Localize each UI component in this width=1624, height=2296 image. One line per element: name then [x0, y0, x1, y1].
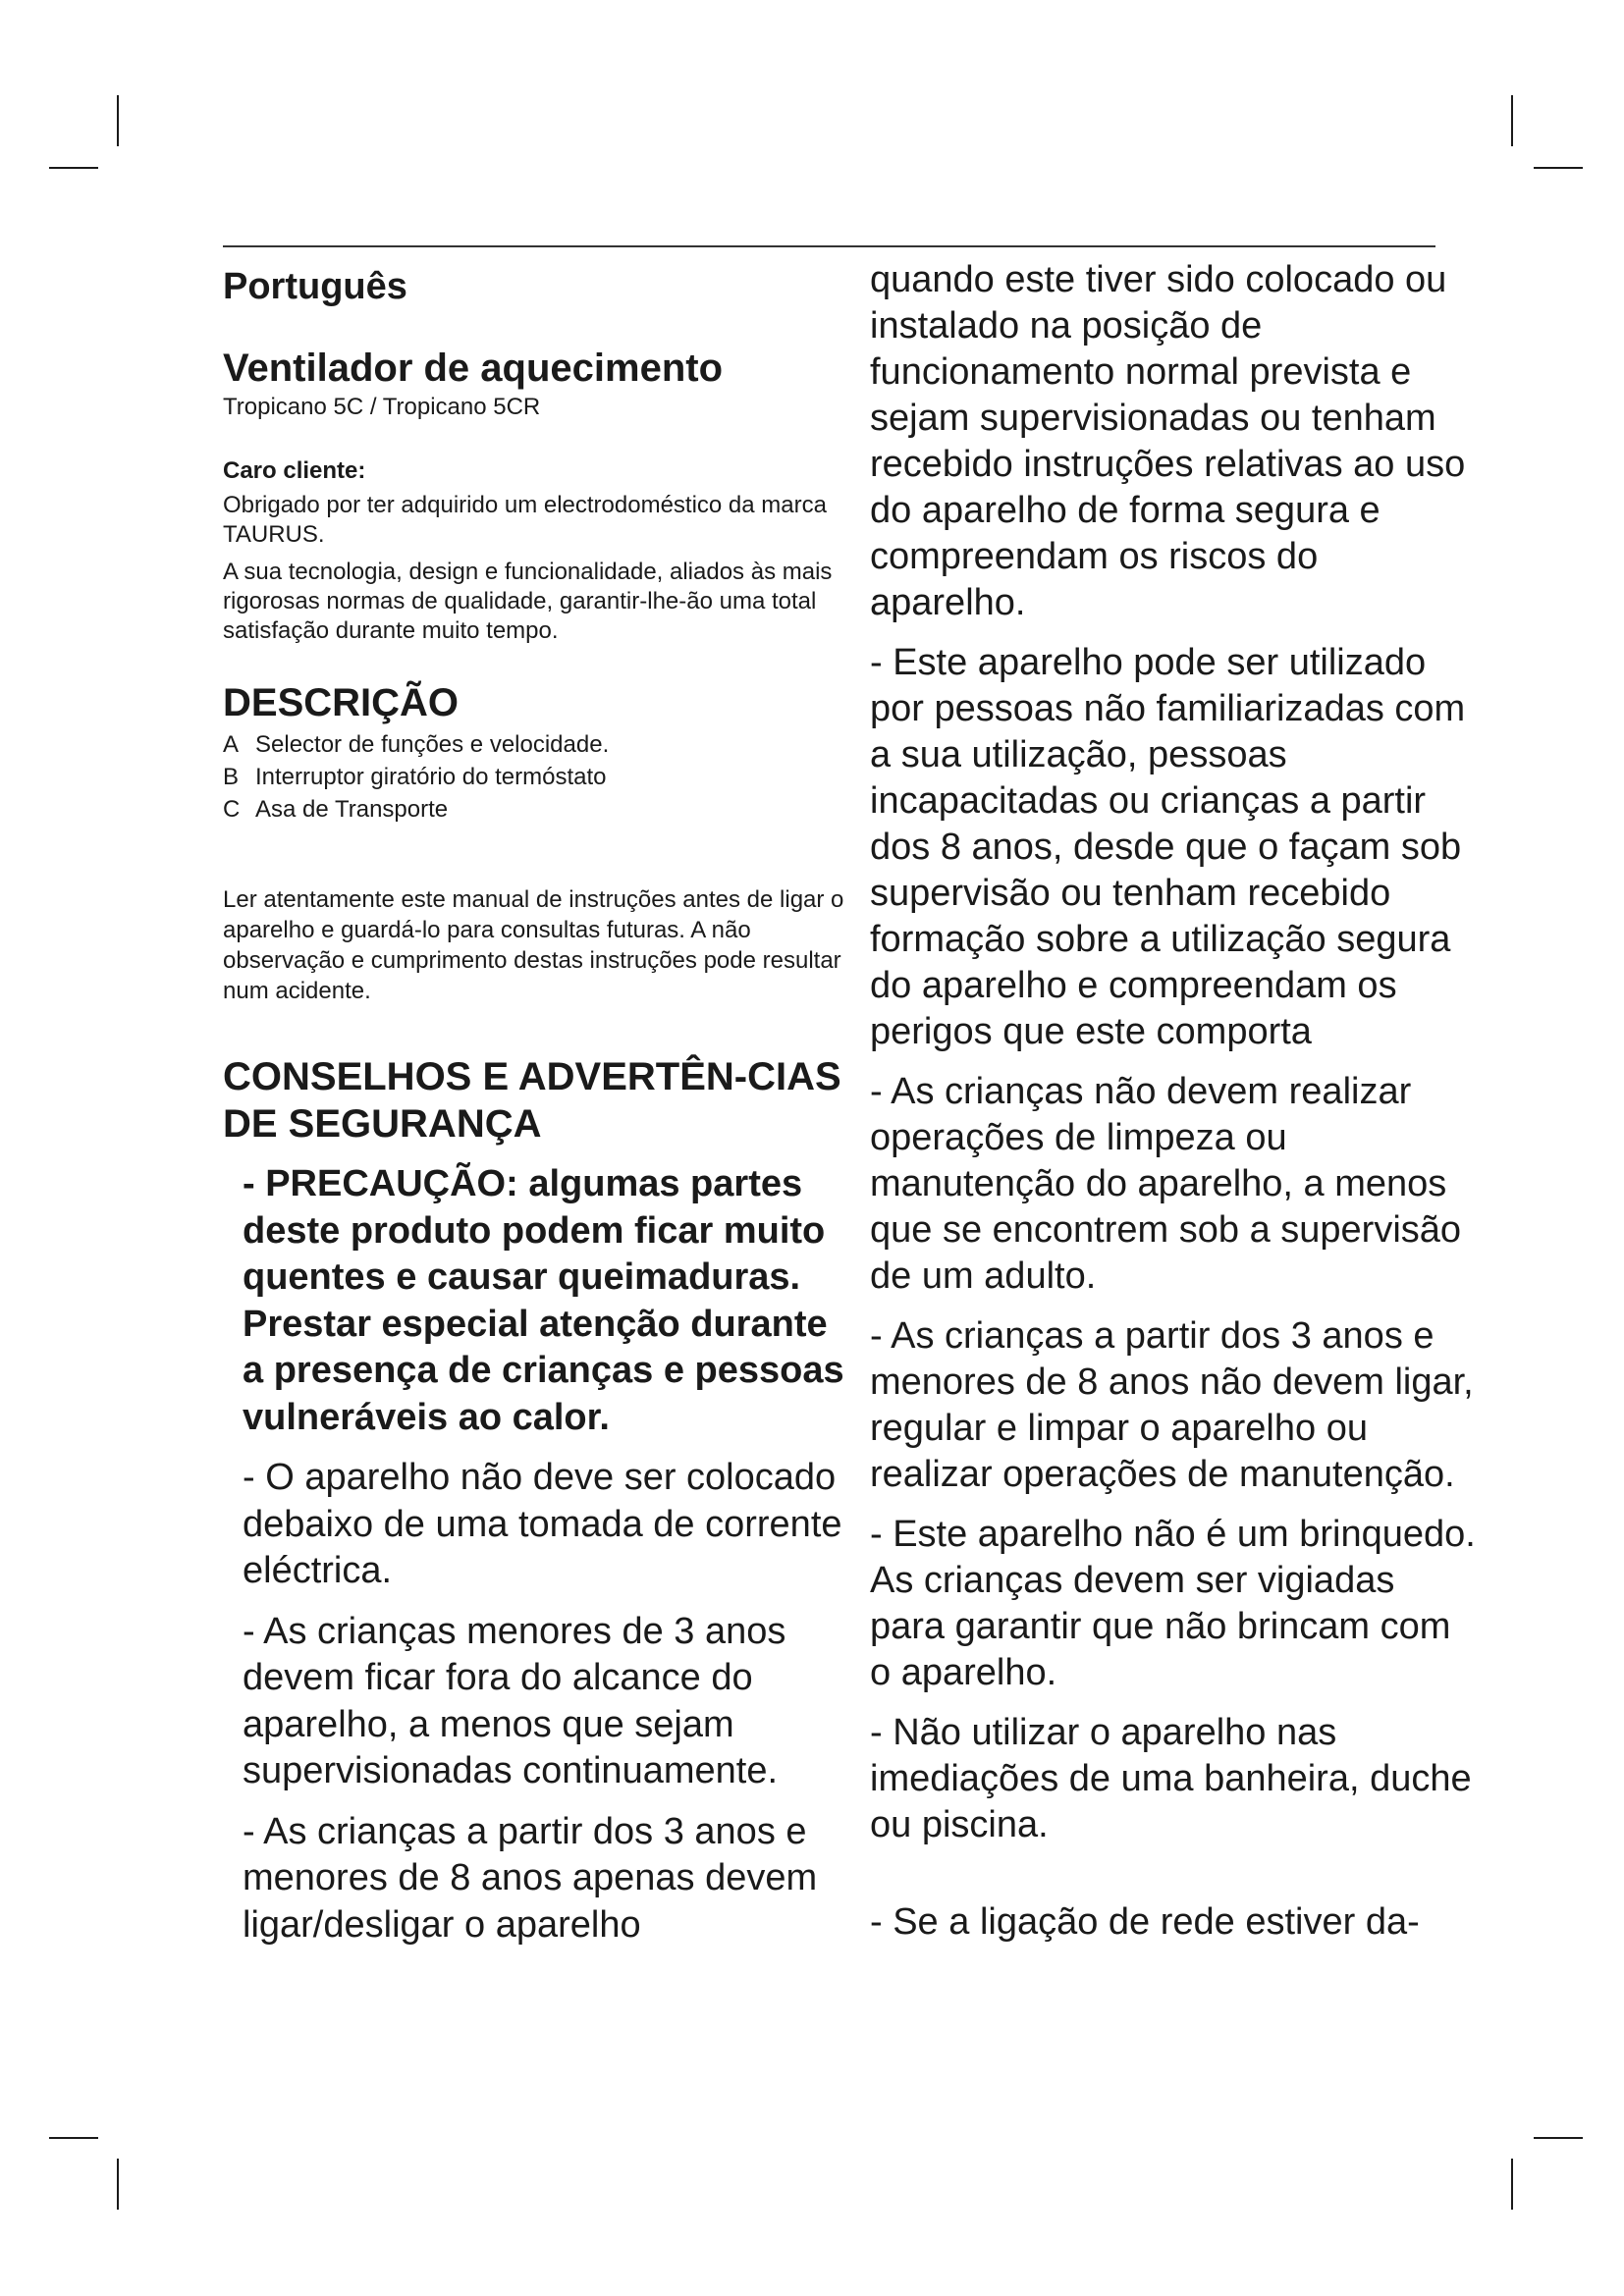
item-key: B: [223, 764, 240, 790]
crop-mark: [49, 167, 98, 169]
safety-paragraph: - As crianças menores de 3 anos devem ficar fora do alcance do aparelho, a menos que sejam supervisionadas continuamente.: [243, 1610, 786, 1791]
crop-mark: [1511, 2159, 1513, 2210]
safety-paragraph: - Este aparelho pode ser utilizado por pessoas não familiarizadas com a sua utilização, pessoas incapacitadas ou crianças a partir dos 8 anos, desde que o façam sob supervisão ou tenham recebido formação sobre a utilização segura do aparelho e compreendam os perigos que este comporta: [870, 642, 1466, 1052]
item-key: A: [223, 731, 240, 758]
safety-paragraph: quando este tiver sido colocado ou instalado na posição de funcionamento normal prevista e sejam supervisionadas ou tenham recebido instruções relativas ao uso do aparelho de forma segura e compreendam os riscos do aparelho.: [870, 259, 1466, 623]
description-list: [223, 728, 851, 826]
crop-mark: [1511, 95, 1513, 146]
safety-paragraph: - As crianças a partir dos 3 anos e menores de 8 anos apenas devem ligar/desligar o aparelho: [243, 1810, 818, 1946]
greeting-paragraph: Obrigado por ter adquirido um electrodoméstico da marca TAURUS.: [223, 492, 827, 548]
safety-paragraph: - Este aparelho não é um brinquedo. As crianças devem ser vigiadas para garantir que não brincam com o aparelho.: [870, 1514, 1476, 1693]
safety-paragraph: - Se a ligação de rede estiver da-: [870, 1901, 1420, 1943]
header-rule: [223, 245, 1435, 247]
description-item: [223, 793, 851, 826]
description-item: [223, 728, 851, 761]
item-text: Asa de Transporte: [255, 796, 449, 823]
crop-mark: [117, 95, 119, 146]
greeting-paragraph: A sua tecnologia, design e funcionalidade, aliados às mais rigorosas normas de qualidade, garantir-lhe-ão uma total satisfação durante muito tempo.: [223, 559, 833, 644]
greeting-heading: Caro cliente:: [223, 457, 366, 484]
crop-mark: [1534, 2137, 1583, 2139]
safety-warning: - PRECAUÇÃO: algumas partes deste produto podem ficar muito quentes e causar queimaduras. Prestar especial atenção durante a presença de crianças e pessoas vulneráveis ao calor.: [243, 1163, 844, 1438]
safety-paragraph: - O aparelho não deve ser colocado debaixo de uma tomada de corrente eléctrica.: [243, 1457, 842, 1591]
crop-mark: [1534, 167, 1583, 169]
item-text: Interruptor giratório do termóstato: [255, 764, 607, 790]
model-names: Tropicano 5C / Tropicano 5CR: [223, 394, 541, 420]
safety-paragraph: - Não utilizar o aparelho nas imediações de uma banheira, duche ou piscina.: [870, 1712, 1472, 1845]
crop-mark: [117, 2159, 119, 2210]
right-column: [870, 257, 1479, 1959]
safety-paragraph: - As crianças não devem realizar operações de limpeza ou manutenção do aparelho, a menos que se encontrem sob a supervisão de um adulto.: [870, 1071, 1462, 1297]
left-column: [223, 257, 851, 1962]
safety-paragraph: - As crianças a partir dos 3 anos e menores de 8 anos não devem ligar, regular e limpar o aparelho ou realizar operações de manutenção.: [870, 1315, 1474, 1495]
safety-heading: CONSELHOS E ADVERTÊN-CIAS DE SEGURANÇA: [223, 1055, 841, 1146]
item-text: Selector de funções e velocidade.: [255, 731, 610, 758]
item-key: C: [223, 796, 241, 823]
intro-note: Ler atentamente este manual de instruções antes de ligar o aparelho e guardá-lo para consultas futuras. A não observação e cumprimento destas instruções pode resultar num acidente.: [223, 886, 844, 1004]
description-heading: DESCRIÇÃO: [223, 681, 460, 724]
description-item: [223, 761, 851, 793]
crop-mark: [49, 2137, 98, 2139]
language-heading: Português: [223, 266, 407, 307]
product-title: Ventilador de aquecimento: [223, 347, 724, 390]
